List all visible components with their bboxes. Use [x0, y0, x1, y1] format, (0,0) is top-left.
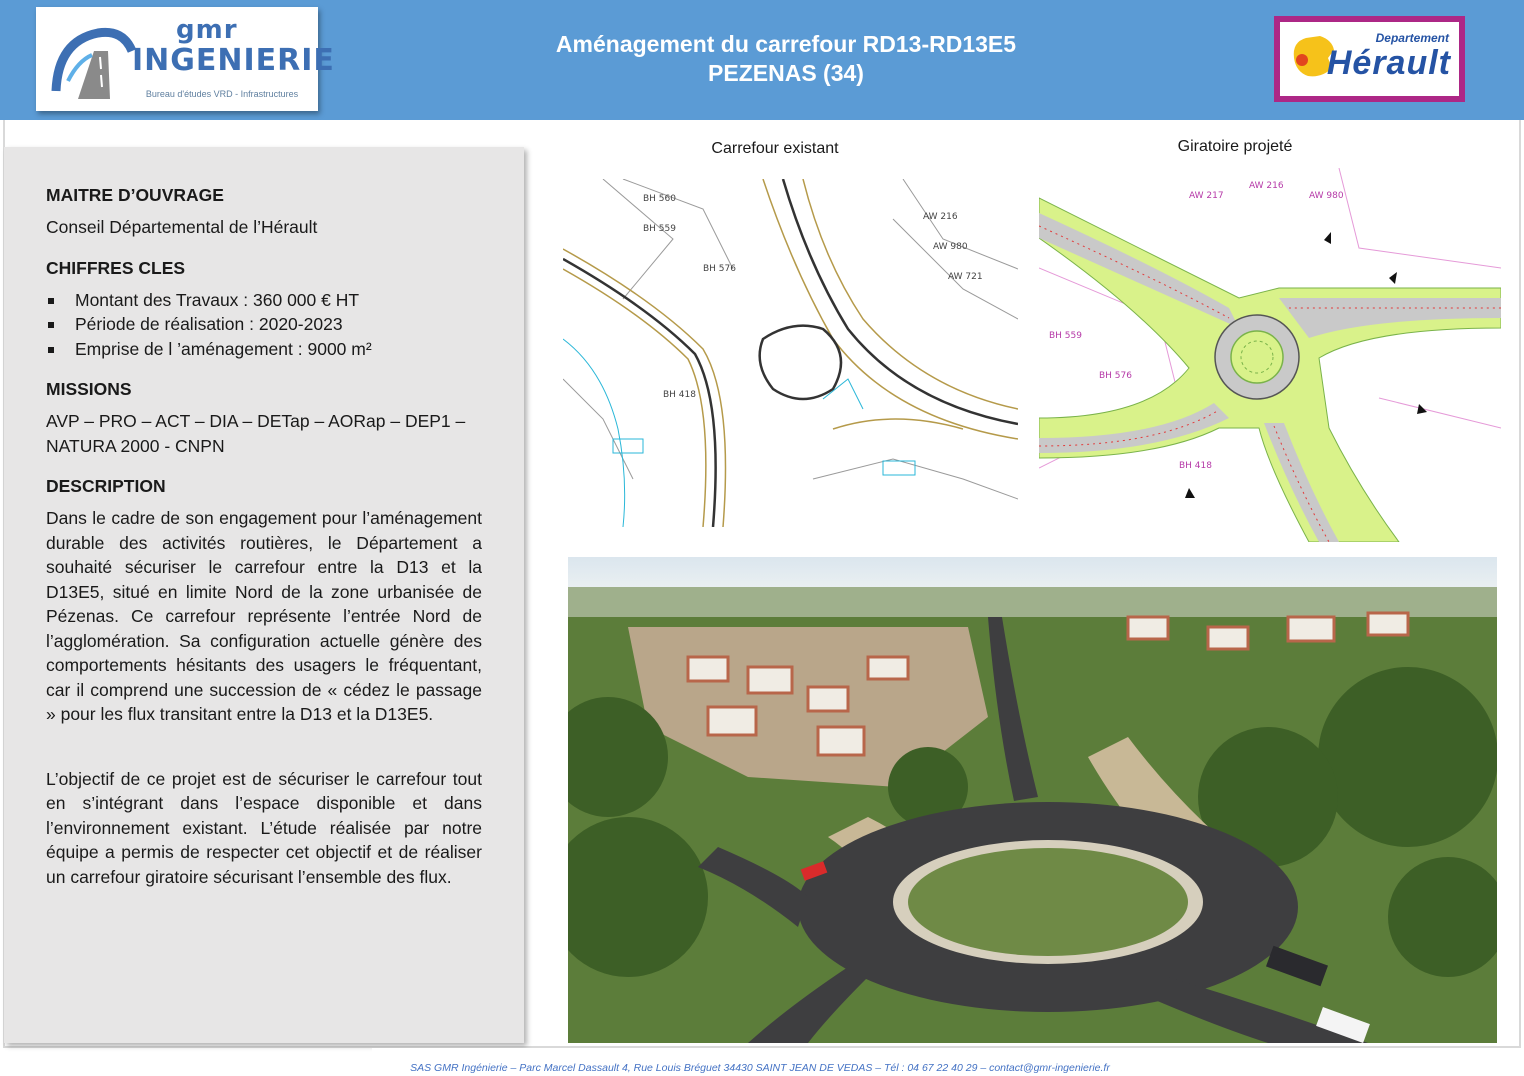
header-banner [0, 0, 1524, 120]
svg-text:BH 559: BH 559 [1049, 331, 1082, 341]
svg-text:AW 721: AW 721 [948, 272, 983, 282]
page-title-line1: Aménagement du carrefour RD13-RD13E5 [555, 31, 1017, 57]
maitre-ouvrage-title: MAITRE D’OUVRAGE [46, 185, 224, 205]
chiffres-cles-list [46, 288, 482, 362]
svg-text:BH 559: BH 559 [643, 224, 676, 234]
info-panel [4, 147, 524, 1043]
projected-plan-drawing [1039, 168, 1501, 542]
maitre-ouvrage-text: Conseil Départemental de l’Hérault [46, 217, 318, 237]
chiffres-cles-title: CHIFFRES CLES [46, 257, 186, 278]
projected-plan-caption: Giratoire projeté [1177, 138, 1293, 155]
description-paragraph-1: Dans le cadre de son engagement pour l’aménagement durable des activités routières, le Département a souhaité sécuriser le carrefour entre la D13 et la D13E5, situé en limite Nord de la zone urbanisée de Pézenas. Ce carrefour représente l’entrée Nord de l’agglomération. Sa configuration actuelle génère des comportements hésitants des usagers le fréquentant, car il comprend une succession de « cédez le passage » pour les flux transitant entre la D13 et la D13E5. [46, 508, 482, 724]
existing-plan-svg [563, 179, 1018, 527]
projected-plan-svg [1039, 168, 1501, 542]
aerial-photo-illustration [568, 557, 1497, 1043]
svg-text:AW 217: AW 217 [1189, 191, 1224, 201]
aerial-photo [568, 557, 1497, 1043]
herault-name: Hérault [1326, 44, 1451, 82]
gmr-logo [36, 7, 335, 111]
svg-text:BH 576: BH 576 [703, 264, 736, 274]
list-item: Emprise de l ’aménagement : 9000 m² [46, 337, 482, 362]
road-logo-icon [48, 21, 138, 101]
svg-text:AW 980: AW 980 [933, 242, 968, 252]
missions-title: MISSIONS [46, 379, 132, 399]
page-title-line2: PEZENAS (34) [708, 60, 864, 86]
svg-text:BH 418: BH 418 [663, 390, 696, 400]
svg-text:AW 216: AW 216 [923, 212, 958, 222]
svg-text:BH 560: BH 560 [643, 194, 676, 204]
description-title: DESCRIPTION [46, 476, 166, 496]
gmr-logo-top: gmr [176, 15, 238, 45]
svg-text:BH 418: BH 418 [1179, 461, 1212, 471]
page-title [386, 30, 1186, 88]
list-item: Montant des Travaux : 360 000 € HT [46, 288, 482, 313]
gmr-logo-tagline: Bureau d'études VRD - Infrastructures [145, 89, 299, 99]
svg-text:AW 216: AW 216 [1249, 181, 1284, 191]
list-item: Période de réalisation : 2020-2023 [46, 312, 482, 337]
herault-logo [1274, 16, 1465, 102]
svg-text:BH 576: BH 576 [1099, 371, 1132, 381]
gmr-logo-main: INGENIERIE [132, 43, 335, 78]
svg-text:AW 980: AW 980 [1309, 191, 1344, 201]
existing-plan-drawing [563, 179, 1018, 527]
existing-plan-caption: Carrefour existant [711, 140, 839, 157]
herault-dept-label: Departement [1375, 31, 1449, 45]
footer-contact: SAS GMR Ingénierie – Parc Marcel Dassault 4, Rue Louis Bréguet 34430 SAINT JEAN DE VEDAS – Tél : 04 67 22 40 29 – contact@gmr-ingenierie.fr [410, 1062, 1110, 1074]
missions-text: AVP – PRO – ACT – DIA – DETap – AORap – DEP1 – NATURA 2000 - CNPN [46, 411, 466, 456]
description-paragraph-2: L’objectif de ce projet est de sécuriser le carrefour tout en s’intégrant dans l’espace disponible et dans l’environnement existant. L’étude réalisée par notre équipe a permis de respecter cet objectif et de réaliser un carrefour giratoire sécurisant l’ensemble des flux. [46, 768, 482, 887]
